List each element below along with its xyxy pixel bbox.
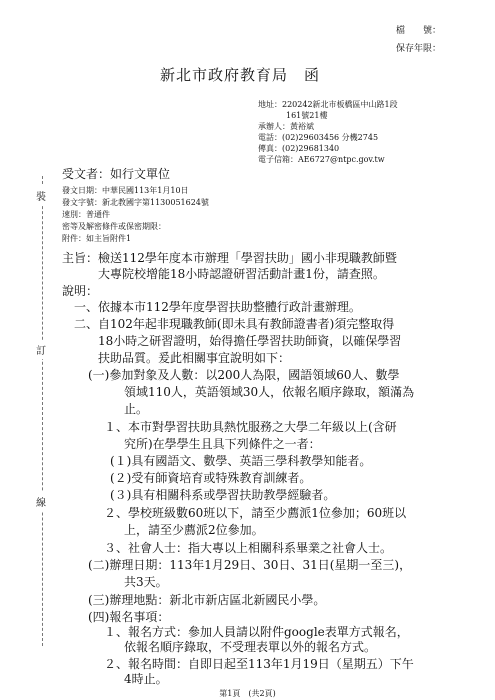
condition-3: (３)具有相關科系或學習扶助教學經驗者。: [110, 488, 336, 502]
item-3: ３、社會人士：指大專以上相關科系畢業之社會人士。: [104, 541, 393, 555]
registration-1-line-2: 依報名順序錄取，不受理表單以外的報名方式。: [124, 640, 377, 654]
para-2-line-2: 18小時之研習證明，始得擔任學習扶助師資，以確保學習: [98, 334, 402, 348]
section-4: (四)報名事項：: [88, 610, 170, 624]
para-2-line-3: 扶助品質。爰此相關事宜說明如下：: [98, 351, 291, 365]
item-2-line-1: ２、學校班級數60班以下，請至少薦派1位參加；60班以: [104, 506, 407, 520]
sender-address-line2: 161號21樓: [286, 111, 328, 120]
registration-1-line-1: １、報名方式：參加人員請以附件google表單方式報名，: [104, 625, 409, 639]
contact-person: 承辦人：黃裕斌: [258, 122, 314, 131]
email-address: 電子信箱：AE6727@ntpc.gov.tw: [258, 155, 385, 164]
attachment-note: 附件：如主旨附件1: [62, 234, 132, 243]
subject-line-2: 大專院校增能18小時認證研習活動計畫1份，請查照。: [98, 267, 385, 281]
para-1: 一、依據本市112學年度學習扶助整體行政計畫辦理。: [74, 300, 361, 314]
recipient: 受文者：如行文單位: [62, 167, 171, 181]
delivery-speed: 速別：普通件: [62, 210, 110, 219]
secrecy-level: 密等及解密條件或保密期限：: [62, 222, 166, 231]
issue-date: 發文日期：中華民國113年1月10日: [62, 186, 189, 195]
item-1-line-1: １、本市對學習扶助具熱忱服務之大學二年級以上(含研: [104, 420, 397, 434]
para-2-line-1: 二、自102年起非現職教師(即未具有教師證書者)須完整取得: [74, 317, 395, 331]
section-3: (三)辦理地點：新北市新店區北新國民小學。: [88, 593, 326, 607]
condition-2: (２)受有師資培育或特殊教育訓練者。: [110, 471, 312, 485]
page-number: 第1頁 (共2頁): [219, 689, 276, 698]
item-1-line-2: 究所)在學學生且具下列條件之一者：: [124, 437, 321, 451]
sender-address: 地址：220242新北市板橋區中山路1段: [258, 100, 398, 109]
section-2-line-1: (二)辦理日期：113年1月29日、30日、31日(星期一至三)，: [88, 558, 412, 572]
document-number: 發文字號：新北教國字第1130051624號: [62, 198, 209, 207]
registration-2-line-2: 4時止。: [124, 672, 168, 686]
description-heading: 說明：: [62, 284, 99, 298]
section-2-line-2: 共3天。: [124, 575, 168, 589]
item-2-line-2: 上，請至少薦派2位參加。: [124, 523, 264, 537]
binding-mark-ding: 訂: [36, 340, 46, 359]
document-title: 新北市政府教育局 函: [160, 66, 321, 84]
retention-period-label: 保存年限：: [396, 44, 442, 54]
file-number-label: 檔 號：: [396, 26, 442, 36]
section-1-line-1: (一)參加對象及人數：以200人為限，國語領域60人、數學: [88, 368, 400, 382]
condition-1: (１)具有國語文、數學、英語三學科教學知能者。: [110, 454, 372, 468]
binding-line: [42, 176, 43, 646]
fax-number: 傳真：(02)29681340: [258, 144, 340, 153]
subject-line-1: 主旨：檢送112學年度本市辦理「學習扶助」國小非現職教師暨: [62, 251, 397, 265]
phone-number: 電話：(02)29603456 分機2745: [258, 133, 379, 142]
binding-mark-xian: 線: [36, 492, 46, 511]
registration-2-line-1: ２、報名時間：自即日起至113年1月19日（星期五）下午: [104, 657, 414, 671]
section-1-line-3: 止。: [124, 402, 149, 416]
section-1-line-2: 領域110人，英語領域30人，依報名順序錄取，額滿為: [124, 385, 415, 399]
binding-mark-zhuang: 裝: [36, 186, 46, 205]
